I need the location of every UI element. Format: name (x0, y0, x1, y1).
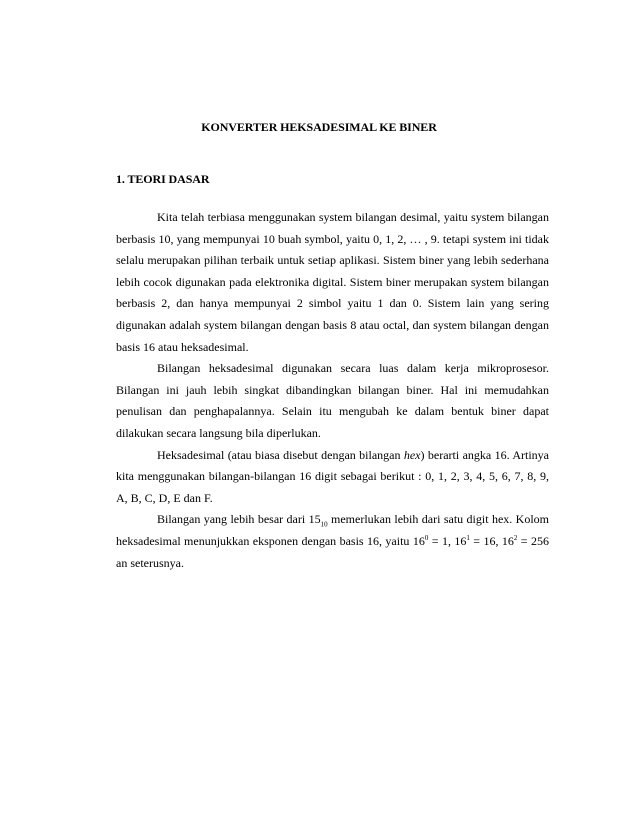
paragraph-4-text-5: = 256 an seterusnya. (116, 533, 549, 570)
paragraph-3-text-start: Heksadesimal (atau biasa disebut dengan bilangan (157, 447, 404, 462)
base-subscript: 10 (320, 520, 328, 529)
section-body (116, 207, 549, 574)
paragraph-3-text-end: ) berarti angka 16. Artinya kita menggunakan bilangan-bilangan 16 digit sebagai berikut : 0, 1, 2, 3, 4, 5, 6, 7, 8, 9, A, B, C, D, E dan F. (116, 447, 549, 505)
hex-term: hex (403, 447, 421, 462)
document-title: KONVERTER HEKSADESIMAL KE BINER (201, 120, 437, 134)
paragraph-4-text-4: = 16, 16 (469, 533, 514, 548)
paragraph-4-text-1: Bilangan yang lebih besar dari 15 (157, 512, 321, 527)
paragraph-1: Kita telah terbiasa menggunakan system bilangan desimal, yaitu system bilangan berbasis 10, yang mempunyai 10 buah symbol, yaitu 0, 1, 2, … , 9. tetapi system ini tidak selalu merupakan pilihan terbaik untuk setiap aplikasi. Sistem biner yang lebih sederhana lebih cocok digunakan pada elektronika digital. Sistem biner merupakan system bilangan berbasis 2, dan hanya mempunyai 2 simbol yaitu 1 dan 0. Sistem lain yang sering digunakan adalah system bilangan dengan basis 8 atau octal, dan system bilangan dengan basis 16 atau heksadesimal. (116, 210, 549, 354)
paragraph-4-text-2: memerlukan lebih dari satu digit hex. Kolom heksadesimal menunjukkan eksponen dengan basis 16, yaitu 16 (116, 512, 549, 548)
paragraph-3 (116, 445, 549, 510)
paragraph-2: Bilangan heksadesimal digunakan secara luas dalam kerja mikroprosesor. Bilangan ini jauh lebih singkat dibandingkan bilangan biner. Hal ini memudahkan penulisan dan penghapalannya. Selain itu mengubah ke dalam bentuk biner dapat dilakukan secara langsung bila diperlukan. (116, 361, 549, 440)
exponent-2: 2 (513, 533, 518, 542)
exponent-1: 1 (466, 533, 470, 542)
paragraph-4-text-3: = 1, 16 (428, 533, 467, 548)
paragraph-4 (116, 509, 549, 574)
section-heading: 1. TEORI DASAR (116, 172, 210, 186)
exponent-0: 0 (424, 533, 429, 542)
